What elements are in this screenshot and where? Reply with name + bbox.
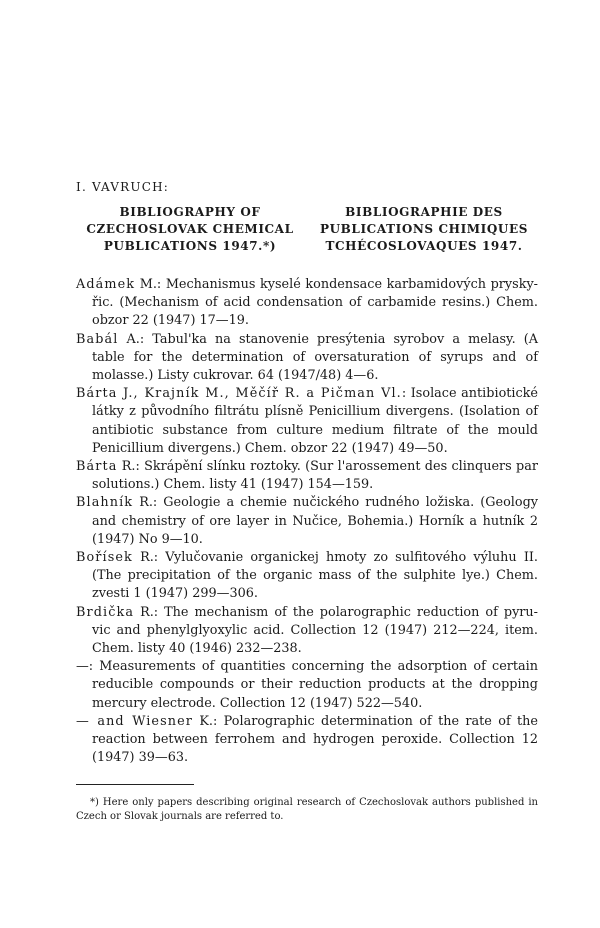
entry-authors: Bárta J., Krajník M., Měčíř R. a Pičman Vl. (76, 386, 402, 402)
entry-text: R.: The mechanism of the polarographic reduction of pyru- vic and phenylglyoxylic acid. Collection 12 (1947) 212—224, item. Chem. listy 40 (1946) 232—238. (92, 604, 538, 657)
bibliography-entry (76, 713, 538, 768)
title-fr-line: BIBLIOGRAPHIE DES (345, 205, 503, 219)
entry-authors: — (76, 659, 89, 675)
entry-authors: — and Wiesner (76, 713, 193, 729)
entry-text: M.: Mechanismus kyselé kondensace karbamidových prysky- řic. (Mechanism of acid condensation of carbamide resins.) Chem. obzor 22 (1947) 17—19. (92, 277, 538, 329)
bibliography-entry (76, 658, 538, 713)
entry-text: R.: Vylučovanie organickej hmoty zo sulfitového výluhu II. (The precipitation of the organic mass of the sulphite lye.) Chem. zvesti 1 (1947) 299—306. (92, 550, 538, 602)
entry-text: : Measurements of quantities concerning the adsorption of certain reducible compounds or their reduction products at the dropping mercury electrode. Collection 12 (1947) 522—540. (88, 659, 538, 711)
entry-authors: Blahník (76, 495, 134, 511)
title-en-line: CZECHOSLOVAK CHEMICAL (86, 222, 294, 236)
entry-text: R.: Geologie a chemie nučického rudného ložiska. (Geology and chemistry of ore layer in Nučice, Bohemia.) Horník a hutník 2 (1947) No 9—10. (92, 495, 538, 547)
footnote-text: *) Here only papers describing original research of Czechoslovak authors published in Czech or Slovak journals are referred to. (76, 797, 538, 822)
bibliography-list (76, 276, 538, 767)
bibliography-entry (76, 385, 538, 458)
author-line: I. VAVRUCH: (76, 180, 169, 194)
title-fr-line: PUBLICATIONS CHIMIQUES (319, 222, 529, 236)
entry-text: A.: Tabul'ka na stanovenie presýtenia syrobov a melasy. (A table for the determination of oversaturation of syrups and of molasse.) Listy cukrovar. 64 (1947/48) 4—6. (92, 331, 538, 384)
title-french (310, 204, 538, 255)
entry-authors: Babál (76, 331, 119, 347)
bibliography-entry (76, 494, 538, 549)
entry-authors: Adámek (76, 277, 136, 292)
entry-text: : Isolace antibiotické látky z původního filtrátu plísně Penicillium divergens. (Isolation of antibiotic substance from culture medium filtrate of the mould Penicillium divergens.) Chem. obzor 22 (1947) 49—50. (92, 386, 538, 456)
bibliography-entry (76, 604, 538, 659)
entry-text: K.: Polarographic determination of the rate of the reaction between ferrohem and hydrogen peroxide. Collection 12 (1947) 39—63. (92, 713, 539, 766)
bibliography-entry (76, 549, 538, 604)
footnote-divider (76, 784, 194, 785)
title-english (76, 204, 304, 255)
entry-authors: Brdička (76, 604, 135, 620)
bibliography-entry (76, 331, 538, 386)
entry-authors: Bárta (76, 459, 118, 475)
footnote (76, 796, 538, 824)
entry-authors: Bořísek (76, 550, 133, 566)
entry-text: R.: Skrápění slínku roztoky. (Sur l'arossement des clinquers par solutions.) Chem. listy 41 (1947) 154—159. (92, 459, 538, 493)
title-en-line: BIBLIOGRAPHY OF (119, 205, 261, 219)
title-block (76, 204, 538, 255)
title-fr-line: TCHÉCOSLOVAQUES 1947. (325, 239, 523, 253)
bibliography-entry (76, 458, 538, 494)
bibliography-entry (76, 276, 538, 331)
title-en-line: PUBLICATIONS 1947.*) (103, 239, 277, 253)
